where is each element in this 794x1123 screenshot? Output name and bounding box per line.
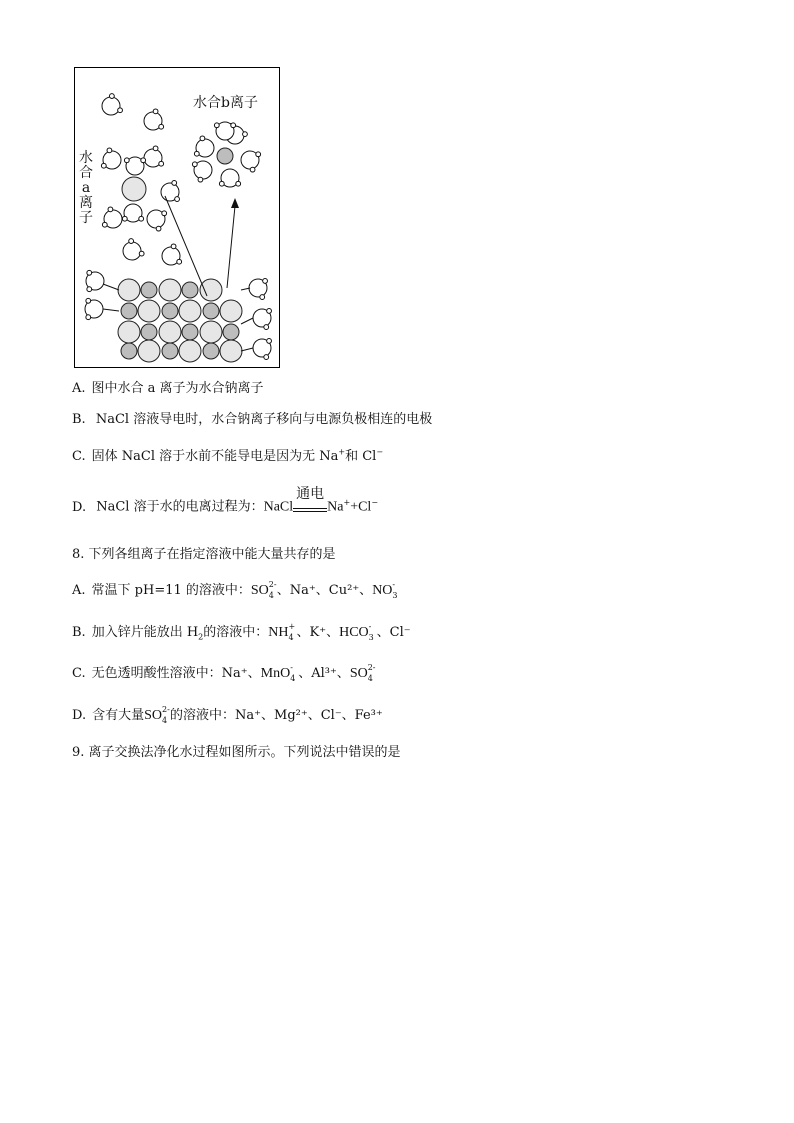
water-hydrogen xyxy=(108,207,113,212)
water-hydrogen xyxy=(267,339,272,344)
water-hydrogen xyxy=(109,94,114,99)
q8-stem: 8. 下列各组离子在指定溶液中能大量共存的是 xyxy=(72,547,336,562)
reaction-arrow xyxy=(293,486,327,516)
water-hydrogen xyxy=(124,158,129,163)
water-hydrogen xyxy=(159,161,164,166)
charge-sup: + xyxy=(288,621,296,631)
q7-option-a xyxy=(72,380,264,398)
charge-sup: - xyxy=(290,662,293,672)
product: +Cl xyxy=(350,499,372,515)
lattice-large-ion xyxy=(138,300,160,322)
reaction-condition: 通电 xyxy=(296,486,325,502)
water-hydrogen xyxy=(153,146,158,151)
lattice-small-ion xyxy=(162,303,178,319)
option-text: 和 Cl xyxy=(345,449,377,464)
water-hydrogen xyxy=(177,259,182,264)
dissolution-arrow-shaft xyxy=(227,206,235,288)
water-hydrogen xyxy=(264,325,269,330)
ion-scripts xyxy=(392,579,400,600)
q7-option-b xyxy=(72,411,432,429)
reactant: NaCl xyxy=(263,499,294,515)
lattice-small-ion xyxy=(203,343,219,359)
water-hydrogen xyxy=(171,244,176,249)
option-text: 无色透明酸性溶液中：Na⁺、 xyxy=(91,666,261,681)
ion-scripts xyxy=(288,621,297,642)
hydrated-ion-diagram xyxy=(74,67,280,368)
option-text: 固体 NaCl 溶于水前不能导电是因为无 Na xyxy=(91,449,339,464)
water-hydrogen xyxy=(198,177,203,182)
ion-scripts xyxy=(162,704,170,725)
option-text: 含有大量 xyxy=(92,708,145,723)
water-hydrogen xyxy=(87,270,92,275)
option-label: C. xyxy=(72,666,86,681)
dissolution-arrow-head xyxy=(231,198,239,208)
water-hydrogen xyxy=(87,287,92,292)
option-text: 、K⁺、 xyxy=(296,625,340,640)
water-hydrogen xyxy=(250,167,255,172)
charge-sup: − xyxy=(376,447,384,457)
option-label: B. xyxy=(72,625,86,640)
water-hydrogen xyxy=(122,216,127,221)
ion: SO xyxy=(144,708,163,723)
water-hydrogen xyxy=(102,222,107,227)
lattice-small-ion xyxy=(121,343,137,359)
lattice-small-ion xyxy=(141,324,157,340)
bond-line xyxy=(241,318,253,324)
count-sub: 4 xyxy=(288,632,294,642)
option-text: 、Cl⁻ xyxy=(376,625,411,640)
charge-sup: 2- xyxy=(162,704,170,714)
lattice-large-ion xyxy=(118,279,140,301)
lattice-large-ion xyxy=(220,340,242,362)
count-sub: 2 xyxy=(198,632,204,642)
lattice-small-ion xyxy=(141,282,157,298)
water-hydrogen xyxy=(86,315,91,320)
hydrated-a-center-ion xyxy=(122,177,146,201)
lattice-small-ion xyxy=(203,303,219,319)
water-hydrogen xyxy=(129,239,134,244)
water-hydrogen xyxy=(175,197,180,202)
ion: MnO xyxy=(260,666,291,681)
water-hydrogen xyxy=(139,216,144,221)
option-text: 的溶液中： xyxy=(203,625,269,640)
count-sub: 3 xyxy=(392,590,398,600)
label-char: a xyxy=(81,180,91,196)
q8-option-d xyxy=(72,704,383,725)
lattice-large-ion xyxy=(138,340,160,362)
water-hydrogen xyxy=(200,136,205,141)
count-sub: 3 xyxy=(368,632,374,642)
water-hydrogen xyxy=(192,162,197,167)
lattice-large-ion xyxy=(159,279,181,301)
charge-sup: - xyxy=(368,621,372,631)
count-sub: 4 xyxy=(367,673,373,683)
label-char: 合 xyxy=(79,165,93,181)
water-hydrogen xyxy=(231,123,236,128)
lattice-large-ion xyxy=(220,300,242,322)
water-hydrogen xyxy=(159,124,164,129)
count-sub: 4 xyxy=(162,715,168,725)
ion: SO xyxy=(250,583,269,598)
lattice-large-ion xyxy=(159,321,181,343)
ion-scripts xyxy=(367,662,376,683)
water-hydrogen xyxy=(243,132,248,137)
option-label: D. xyxy=(72,708,87,723)
option-text: 、Na⁺、Cu²⁺、 xyxy=(276,583,373,598)
q8-option-c xyxy=(72,662,376,683)
label-char: 离 xyxy=(79,195,93,211)
option-text: 图中水合 a 离子为水合钠离子 xyxy=(91,381,264,396)
water-hydrogen xyxy=(141,158,146,163)
option-label: A. xyxy=(72,381,86,396)
q7-option-c xyxy=(72,448,383,466)
bond-line xyxy=(241,348,253,351)
water-hydrogen xyxy=(236,181,241,186)
water-hydrogen xyxy=(172,181,177,186)
water-hydrogen xyxy=(260,295,265,300)
option-text: 、Al³⁺、 xyxy=(298,666,350,681)
water-hydrogen xyxy=(107,148,112,153)
option-text: 常温下 pH=11 的溶液中： xyxy=(91,583,251,598)
lattice-large-ion xyxy=(179,300,201,322)
option-text: 加入锌片能放出 H xyxy=(91,625,199,640)
water-oxygen xyxy=(102,97,120,115)
water-hydrogen xyxy=(263,279,268,284)
bond-line xyxy=(103,309,119,311)
q8-option-a xyxy=(72,579,400,600)
water-oxygen xyxy=(123,242,141,260)
q7-option-d xyxy=(72,486,379,517)
water-hydrogen xyxy=(264,355,269,360)
lattice-small-ion xyxy=(162,343,178,359)
water-hydrogen xyxy=(162,211,167,216)
lattice-large-ion xyxy=(179,340,201,362)
water-hydrogen xyxy=(139,251,144,256)
option-label: D. xyxy=(72,499,87,515)
water-hydrogen xyxy=(156,226,161,231)
ion-scripts xyxy=(368,621,377,642)
charge-sup: - xyxy=(392,579,396,589)
option-label: A. xyxy=(72,583,86,598)
count-sub: 4 xyxy=(290,673,296,683)
water-hydrogen xyxy=(118,108,123,113)
option-label: B. xyxy=(72,412,86,427)
water-hydrogen xyxy=(194,151,199,156)
charge-sup: − xyxy=(371,498,379,508)
option-text: 的溶液中：Na⁺、Mg²⁺、Cl⁻、Fe³⁺ xyxy=(170,708,383,723)
hydrated-b-center-ion xyxy=(217,148,233,164)
lattice-large-ion xyxy=(200,279,222,301)
ion: NO xyxy=(372,583,393,598)
label-hydrated-a-ion xyxy=(78,151,94,226)
charge-sup: 2- xyxy=(367,662,376,672)
lattice-small-ion xyxy=(223,324,239,340)
lattice-large-ion xyxy=(200,321,222,343)
ion: HCO xyxy=(339,625,369,640)
option-text: NaCl 溶液导电时，水合钠离子移向与电源负极相连的电极 xyxy=(95,412,433,427)
charge-sup: + xyxy=(338,447,346,457)
diagram-drawing xyxy=(75,68,281,369)
lattice-small-ion xyxy=(182,324,198,340)
ion-scripts xyxy=(268,579,277,600)
count-sub: 4 xyxy=(268,590,274,600)
ion: NH xyxy=(268,625,289,640)
q9-stem: 9. 离子交换法净化水过程如图所示。下列说法中错误的是 xyxy=(72,745,401,760)
water-hydrogen xyxy=(256,152,261,157)
label-char: 水 xyxy=(79,150,93,166)
product: Na xyxy=(327,499,344,515)
q8-option-b xyxy=(72,621,411,642)
lattice-small-ion xyxy=(182,282,198,298)
water-hydrogen xyxy=(153,109,158,114)
label-char: 子 xyxy=(79,210,93,226)
bond-line xyxy=(103,284,119,290)
water-hydrogen xyxy=(267,309,272,314)
ion: SO xyxy=(349,666,368,681)
lattice-large-ion xyxy=(118,321,140,343)
water-hydrogen xyxy=(219,181,224,186)
water-hydrogen xyxy=(214,123,219,128)
option-text: NaCl 溶于水的电离过程为： xyxy=(96,499,264,515)
ion-scripts xyxy=(290,662,298,683)
option-label: C. xyxy=(72,449,86,464)
lattice-small-ion xyxy=(121,303,137,319)
charge-sup: + xyxy=(343,498,351,508)
water-hydrogen xyxy=(86,298,91,303)
charge-sup: 2- xyxy=(268,579,277,589)
label-hydrated-b-ion: 水合b离子 xyxy=(193,95,258,111)
water-hydrogen xyxy=(101,163,106,168)
